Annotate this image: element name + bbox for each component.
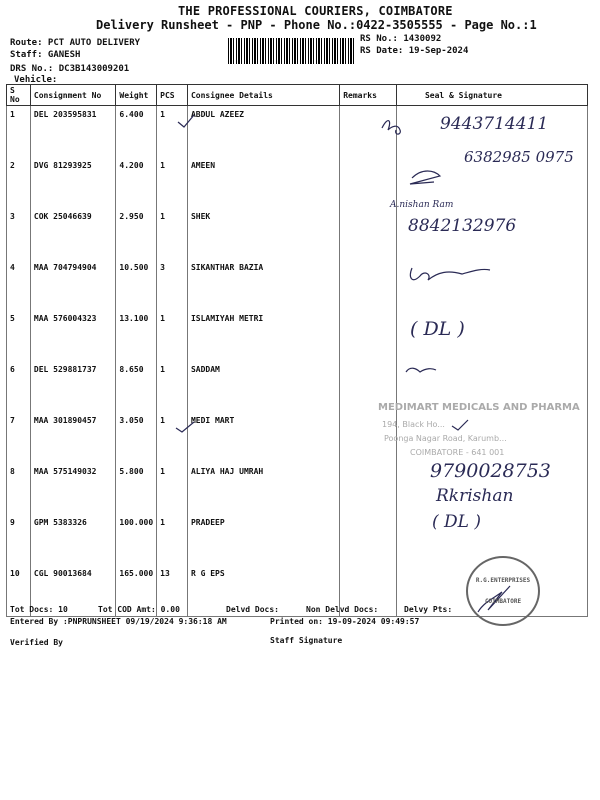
delivered-docs: Delvd Docs: <box>226 605 279 614</box>
cell-pcs: 1 <box>157 463 188 514</box>
cell-consignment: MAA 301890457 <box>30 412 116 463</box>
cell-consignment: MAA 575149032 <box>30 463 116 514</box>
staff-label: Staff: GANESH <box>10 50 81 60</box>
cell-weight: 2.950 <box>116 208 157 259</box>
company-title: THE PROFESSIONAL COURIERS, COIMBATORE <box>178 4 453 18</box>
verified-by-label: Verified By <box>10 638 63 647</box>
total-cod-amount: Tot COD Amt: 0.00 <box>98 605 180 614</box>
cell-sno: 4 <box>7 259 31 310</box>
cell-consignee: ALIYA HAJ UMRAH <box>187 463 339 514</box>
stamp-city: COIMBATORE <box>484 598 522 605</box>
cell-pcs: 1 <box>157 361 188 412</box>
col-pcs: PCS <box>157 85 188 106</box>
delivery-points: Delvy Pts: <box>404 605 453 614</box>
cell-weight: 3.050 <box>116 412 157 463</box>
cell-weight: 8.650 <box>116 361 157 412</box>
handwritten-dl-mark: ( DL ) <box>410 318 465 340</box>
cell-consignment: DVG 81293925 <box>30 157 116 208</box>
total-docs: Tot Docs: 10 <box>10 605 68 614</box>
col-weight: Weight <box>116 85 157 106</box>
cell-weight: 10.500 <box>116 259 157 310</box>
cell-weight: 5.800 <box>116 463 157 514</box>
cell-sno: 8 <box>7 463 31 514</box>
cell-consignment: CGL 90013684 <box>30 565 116 617</box>
handwritten-name: A.nishan Ram <box>390 200 454 210</box>
cell-sno: 10 <box>7 565 31 617</box>
cell-sno: 1 <box>7 106 31 158</box>
printed-on: Printed on: 19-09-2024 09:49:57 <box>270 617 420 626</box>
cell-consignee: AMEEN <box>187 157 339 208</box>
cell-weight: 100.000 <box>116 514 157 565</box>
cell-consignment: COK 25046639 <box>30 208 116 259</box>
cell-consignee: PRADEEP <box>187 514 339 565</box>
cell-sno: 2 <box>7 157 31 208</box>
route-label: Route: PCT AUTO DELIVERY <box>10 38 141 48</box>
runsheet-title: Delivery Runsheet - PNP - Phone No.:0422-3505555 - Page No.:1 <box>96 18 537 32</box>
handwritten-phone: 6382985 0975 <box>464 148 574 166</box>
handwritten-dl-mark: ( DL ) <box>432 512 481 532</box>
cell-pcs: 13 <box>157 565 188 617</box>
signature-scribble <box>410 268 490 280</box>
cell-weight: 4.200 <box>116 157 157 208</box>
cell-consignment: MAA 704794904 <box>30 259 116 310</box>
cell-consignment: DEL 529881737 <box>30 361 116 412</box>
cell-sno: 9 <box>7 514 31 565</box>
cell-pcs: 3 <box>157 259 188 310</box>
cell-consignee: SHEK <box>187 208 339 259</box>
handwritten-phone: 9443714411 <box>440 114 549 134</box>
handwritten-name: Rkrishan <box>436 486 514 506</box>
col-remarks: Remarks <box>340 85 397 106</box>
staff-signature-label: Staff Signature <box>270 636 343 645</box>
cell-consignee: SIKANTHAR BAZIA <box>187 259 339 310</box>
cell-consignee: MEDI MART <box>187 412 339 463</box>
cell-sno: 6 <box>7 361 31 412</box>
checkmark-icon <box>178 115 194 127</box>
cell-sno: 5 <box>7 310 31 361</box>
cell-pcs: 1 <box>157 157 188 208</box>
stamp-name: R.G.ENTERPRISES <box>475 577 531 584</box>
vehicle-label: Vehicle: <box>14 75 58 85</box>
signature-scribble <box>382 121 400 135</box>
cell-weight: 165.000 <box>116 565 157 617</box>
stamp-line: COIMBATORE - 641 001 <box>410 448 505 457</box>
cell-weight: 6.400 <box>116 106 157 158</box>
col-consignee: Consignee Details <box>187 85 339 106</box>
handwritten-phone: 8842132976 <box>408 216 517 236</box>
col-seal-signature: Seal & Signature <box>396 85 587 106</box>
checkmark-icon <box>452 420 468 430</box>
col-sno: S No <box>7 85 31 106</box>
entered-by: Entered By :PNPRUNSHEET 09/19/2024 9:36:18 AM <box>10 617 227 626</box>
cell-pcs: 1 <box>157 208 188 259</box>
col-consignment: Consignment No <box>30 85 116 106</box>
cell-consignment: DEL 203595831 <box>30 106 116 158</box>
rs-date: RS Date: 19-Sep-2024 <box>360 46 469 56</box>
checkmark-icon <box>176 422 194 432</box>
cell-consignee: SADDAM <box>187 361 339 412</box>
cell-pcs: 1 <box>157 514 188 565</box>
handwritten-phone: 9790028753 <box>430 460 551 482</box>
stamp-line: Poonga Nagar Road, Karumb... <box>384 434 507 443</box>
cell-consignee: R G EPS <box>187 565 339 617</box>
cell-consignment: MAA 576004323 <box>30 310 116 361</box>
cell-pcs: 1 <box>157 412 188 463</box>
cell-pcs: 1 <box>157 310 188 361</box>
signature-scribble <box>406 368 436 372</box>
stamp-line: 194, Black Ho... <box>382 420 445 429</box>
drs-number: DRS No.: DC3B143009201 <box>10 64 130 74</box>
non-delivered-docs: Non Delvd Docs: <box>306 605 379 614</box>
cell-sno: 3 <box>7 208 31 259</box>
cell-weight: 13.100 <box>116 310 157 361</box>
seal-stamp <box>466 556 540 626</box>
cell-sno: 7 <box>7 412 31 463</box>
rs-number: RS No.: 1430092 <box>360 34 442 44</box>
signature-scribble <box>410 171 440 184</box>
cell-consignment: GPM 5383326 <box>30 514 116 565</box>
cell-consignee: ISLAMIYAH METRI <box>187 310 339 361</box>
cell-pcs: 1 <box>157 106 188 158</box>
stamp-line: MEDIMART MEDICALS AND PHARMA <box>378 402 580 413</box>
cell-consignee: ABDUL AZEEZ <box>187 106 339 158</box>
